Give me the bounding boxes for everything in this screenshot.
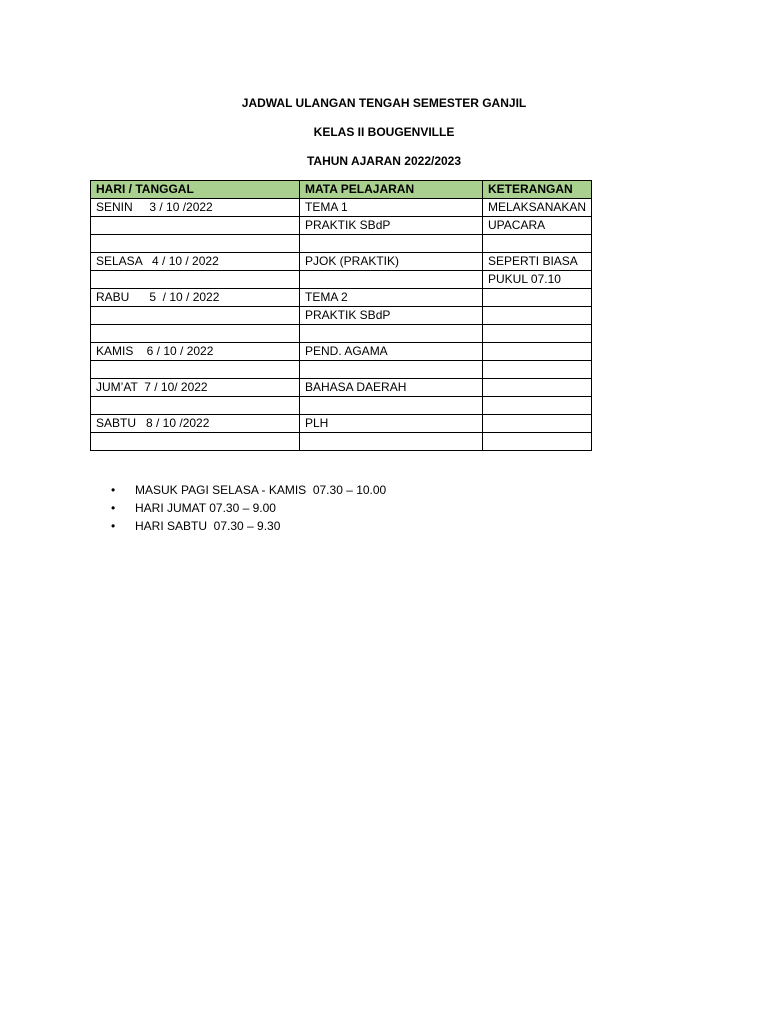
table-body — [91, 199, 592, 451]
table-cell — [483, 397, 592, 415]
table-cell: BAHASA DAERAH — [300, 379, 483, 397]
table-cell: SABTU 8 / 10 /2022 — [91, 415, 300, 433]
class-name: KELAS II BOUGENVILLE — [313, 125, 455, 139]
table-cell — [483, 325, 592, 343]
table-cell — [483, 235, 592, 253]
bullet-dot-icon: • — [111, 519, 116, 533]
table-cell — [91, 433, 300, 451]
table-cell: RABU 5 / 10 / 2022 — [91, 289, 300, 307]
table-cell — [483, 379, 592, 397]
table-row — [91, 397, 592, 415]
note-text: MASUK PAGI SELASA - KAMIS 07.30 – 10.00 — [135, 483, 387, 497]
note-item — [111, 517, 386, 535]
table-cell: PUKUL 07.10 — [483, 271, 592, 289]
table-cell: MELAKSANAKAN — [483, 199, 592, 217]
table-cell: JUM’AT 7 / 10/ 2022 — [91, 379, 300, 397]
table-row — [91, 253, 592, 271]
table-cell — [300, 361, 483, 379]
table-cell — [91, 361, 300, 379]
table-cell — [91, 271, 300, 289]
table-cell: TEMA 2 — [300, 289, 483, 307]
table-cell: PEND. AGAMA — [300, 343, 483, 361]
bullet-dot-icon: • — [111, 483, 116, 497]
table-row — [91, 343, 592, 361]
table-cell — [483, 307, 592, 325]
table-cell: PRAKTIK SBdP — [300, 307, 483, 325]
table-cell — [91, 217, 300, 235]
table-cell — [483, 433, 592, 451]
table-cell — [91, 325, 300, 343]
bullet-dot-icon: • — [111, 501, 116, 515]
table-cell — [300, 397, 483, 415]
note-text: HARI SABTU 07.30 – 9.30 — [135, 519, 281, 533]
table-row — [91, 361, 592, 379]
table-cell: PLH — [300, 415, 483, 433]
table-cell: PRAKTIK SBdP — [300, 217, 483, 235]
table-cell: UPACARA — [483, 217, 592, 235]
table-row — [91, 235, 592, 253]
table-cell: SENIN 3 / 10 /2022 — [91, 199, 300, 217]
table-cell — [91, 235, 300, 253]
note-item — [111, 499, 386, 517]
academic-year: TAHUN AJARAN 2022/2023 — [306, 154, 462, 168]
table-row — [91, 415, 592, 433]
table-cell — [300, 433, 483, 451]
table-cell — [91, 397, 300, 415]
note-text: HARI JUMAT 07.30 – 9.00 — [135, 501, 276, 515]
table-row — [91, 307, 592, 325]
table-cell — [91, 307, 300, 325]
table-cell — [300, 325, 483, 343]
table-cell: PJOK (PRAKTIK) — [300, 253, 483, 271]
table-cell — [300, 235, 483, 253]
table-cell: SELASA 4 / 10 / 2022 — [91, 253, 300, 271]
table-row — [91, 217, 592, 235]
table-row — [91, 199, 592, 217]
schedule-table — [90, 180, 592, 451]
table-cell — [483, 361, 592, 379]
document-title: JADWAL ULANGAN TENGAH SEMESTER GANJIL — [241, 96, 527, 110]
table-cell — [483, 415, 592, 433]
table-row — [91, 433, 592, 451]
header-keterangan: KETERANGAN — [483, 181, 592, 199]
header-mata-pelajaran: MATA PELAJARAN — [300, 181, 483, 199]
table-header-row — [91, 181, 592, 199]
header-hari-tanggal: HARI / TANGGAL — [91, 181, 300, 199]
table-row — [91, 379, 592, 397]
table-row — [91, 289, 592, 307]
table-cell — [483, 289, 592, 307]
table-cell: SEPERTI BIASA — [483, 253, 592, 271]
note-item — [111, 481, 386, 499]
notes-list — [111, 481, 386, 535]
table-cell: KAMIS 6 / 10 / 2022 — [91, 343, 300, 361]
table-cell — [300, 271, 483, 289]
table-cell — [483, 343, 592, 361]
table-cell: TEMA 1 — [300, 199, 483, 217]
table-row — [91, 325, 592, 343]
table-row — [91, 271, 592, 289]
